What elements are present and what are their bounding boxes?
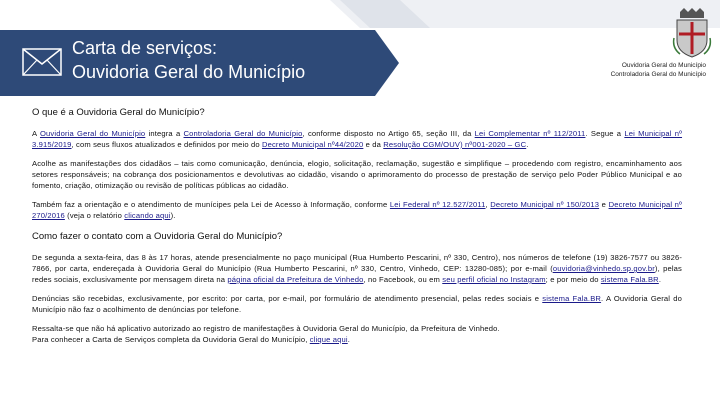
section-paragraph	[32, 252, 682, 285]
section-paragraph	[32, 293, 682, 315]
paragraph-text: Também faz a orientação e o atendimento de munícipes pela Lei de Acesso à Informação, conforme	[32, 200, 390, 209]
paragraph-text: . A Ouvidoria Geral do Município não faz o acolhimento de denúncias por telefone.	[32, 294, 682, 314]
section-paragraph	[32, 128, 682, 150]
paragraph-text: De segunda a sexta-feira, das 8 às 17 horas, atende presencialmente no paço municipal (Rua Humberto Pescarini, nº 330, Centro), nos números de telefone (19) 3826-7577 ou 3826-7866, por carta, endereçada à Ouvidoria Geral do Município (Rua Humberto Pescarini, nº 330, Centro, Vinhedo, CEP: 13280-085); por e-mail (	[32, 253, 682, 273]
inline-link[interactable]: Controladoria Geral do Município	[183, 129, 303, 138]
paragraph-text: .	[658, 275, 662, 284]
page-title-line2: Ouvidoria Geral do Município	[72, 62, 306, 82]
paragraph-text: Acolhe as manifestações dos cidadãos – tais como comunicação, denúncia, elogio, solicitação, reclamação, sugestão e simplifique – procedendo com registro, encaminhamento aos setores responsáveis; na cobrança dos posicionamentos e devolutivas ao cidadão, visando o aprimoramento do processo de prestação de serviço pelo Poder Público Municipal e ao fomento, criação, otimização ou revisão de políticas públicas ao cidadão.	[32, 159, 682, 190]
inline-link[interactable]: Lei Municipal nº 3.915/2019	[32, 129, 683, 149]
main-content	[32, 107, 682, 353]
paragraph-text: , no Facebook, ou em	[363, 275, 443, 284]
page-title-line1: Carta de serviços:	[72, 38, 218, 58]
paragraph-text: integra a	[145, 129, 184, 138]
paragraph-text: ).	[170, 211, 176, 220]
paragraph-text: . Segue a	[585, 129, 625, 138]
paragraph-text: ; e por meio do	[545, 275, 601, 284]
inline-link[interactable]: sistema Fala.BR	[600, 275, 659, 284]
paragraph-text: (veja o relatório	[64, 211, 125, 220]
inline-link[interactable]: ouvidoria@vinhedo.sp.gov.br	[552, 264, 655, 273]
paragraph-text: A	[32, 129, 40, 138]
paragraph-text: ), pelas redes sociais, exclusivamente por mensagem direta na	[32, 264, 683, 284]
inline-link[interactable]: Lei Federal nº 12.527/2011	[389, 200, 486, 209]
section-heading: O que é a Ouvidoria Geral do Município?	[32, 107, 205, 118]
paragraph-text: Denúncias são recebidas, exclusivamente, por escrito: por carta, por e-mail, por formulário de atendimento presencial, pelas redes sociais e	[32, 294, 543, 303]
inline-link[interactable]: clique aqui	[309, 335, 348, 344]
municipal-crest-icon	[672, 8, 712, 58]
inline-link[interactable]: Decreto Municipal nº44/2020	[261, 140, 364, 149]
paragraph-text: ,	[485, 200, 491, 209]
paragraph-text: , conforme disposto no Artigo 65, seção III, da	[302, 129, 475, 138]
paragraph-text: Para conhecer a Carta de Serviços completa da Ouvidoria Geral do Município,	[32, 335, 310, 344]
header-band-tip	[375, 30, 399, 96]
inline-link[interactable]: Resolução CGM/OUV) nº001-2020 – GC	[383, 140, 527, 149]
section-paragraph	[32, 158, 682, 191]
org-name-controladoria: Controladoria Geral do Município	[610, 71, 706, 78]
inline-link[interactable]: Ouvidoria Geral do Município	[39, 129, 146, 138]
inline-link[interactable]: página oficial da Prefeitura de Vinhedo	[227, 275, 364, 284]
envelope-icon	[22, 48, 62, 76]
paragraph-text: Ressalta-se que não há aplicativo autorizado ao registro de manifestações à Ouvidoria Geral do Município, da Prefeitura de Vinhedo.	[32, 324, 500, 333]
section-paragraph	[32, 323, 682, 345]
inline-link[interactable]: Decreto Municipal nº 270/2016	[32, 200, 682, 220]
paragraph-text: .	[526, 140, 529, 149]
section-paragraph	[32, 199, 682, 221]
paragraph-text: .	[347, 335, 350, 344]
inline-link[interactable]: sistema Fala.BR	[542, 294, 602, 303]
org-name-ouvidoria: Ouvidoria Geral do Município	[621, 62, 706, 69]
section-heading: Como fazer o contato com a Ouvidoria Geral do Município?	[32, 231, 283, 242]
paragraph-text: e	[599, 200, 609, 209]
inline-link[interactable]: Lei Complementar nº 112/2011	[474, 129, 586, 138]
inline-link[interactable]: clicando aqui	[124, 211, 171, 220]
paragraph-text: , com seus fluxos atualizados e definidos por meio do	[71, 140, 262, 149]
inline-link[interactable]: seu perfil oficial no Instagram	[442, 275, 546, 284]
inline-link[interactable]: Decreto Municipal nº 150/2013	[490, 200, 600, 209]
paragraph-text: e da	[363, 140, 384, 149]
